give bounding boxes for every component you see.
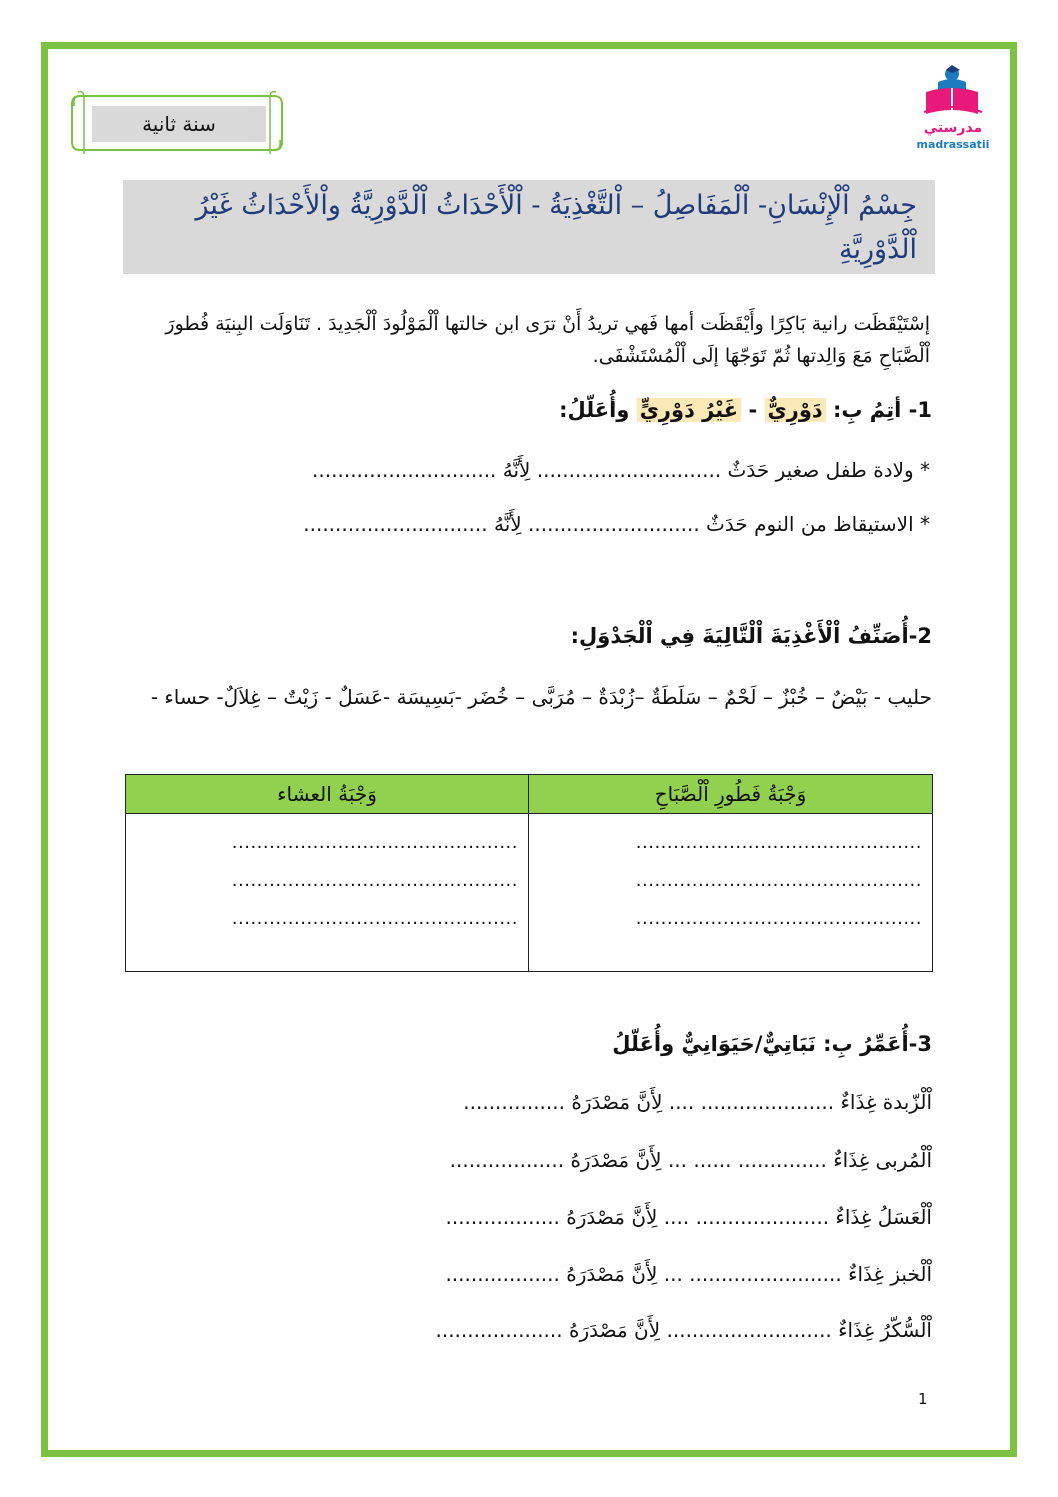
grade-banner [70, 88, 284, 158]
breakfast-answer-lines [529, 814, 932, 938]
breakfast-column [529, 775, 932, 971]
breakfast-header: وَجْبَةُ فَطُورِ اْلْصَّبَاحِ [529, 775, 932, 814]
answer-line: .............................................. [231, 908, 518, 929]
q3-row-jam: اْلْمُربى غِذَاءٌ .............. ...... ... لِأَنَّ مَصْدَرَهُ .................. [449, 1148, 932, 1172]
answer-line: .............................................. [231, 870, 518, 891]
question-1-title [130, 398, 932, 422]
answer-line: .............................................. [635, 870, 922, 891]
dinner-header: وَجْبَةُ العشاء [126, 775, 528, 814]
question-2-title: 2-أُصَنِّفُ اْلْأَغْذِيَةَ اْلْتَّالِيَةَ فِي اْلْجَدْوَلِ: [570, 624, 932, 648]
answer-line: .............................................. [635, 832, 922, 853]
q1-line-waking: * الاستيقاظ من النوم حَدَثٌ ........................... لِأَنَّهُ ............................. [303, 512, 930, 536]
q3-row-sugar: اْلْسُّكّرُ غِذَاءٌ .......................... لِأَنَّ مَصْدَرَهُ .................... [435, 1318, 932, 1342]
q1-line-birth: * ولادة طفل صغير حَدَثٌ ............................. لِأَنَّهُ ............................. [312, 458, 930, 482]
q1-suffix: وأُعَلّلُ: [559, 398, 637, 422]
answer-line: .............................................. [635, 908, 922, 929]
answer-line: .............................................. [231, 832, 518, 853]
dinner-answer-lines [126, 814, 528, 938]
q3-row-bread: اْلْخبز غِذَاءٌ ........................ ... لِأَنَّ مَصْدَرَهُ .................. [445, 1262, 932, 1286]
madrassatii-logo [908, 62, 998, 162]
q1-separator: - [741, 398, 765, 422]
page-title: جِسْمُ اْلْإِنْسَانِ- اْلْمَفَاصِلُ – اْلتَّغْذِيَةُ - اْلْأَحْدَاثُ اْلْدَّوْرِيَّةُ واْلأَحْدَاثُ غَيْرُ اْلْدَّوْرِيَّةِ [123, 180, 935, 274]
dinner-column [126, 775, 529, 971]
q3-row-honey: اْلْعَسَلُ غِذَاءٌ ..................... .... لِأَنَّ مَصْدَرَهُ .................. [445, 1205, 932, 1229]
q1-prefix: 1- أتِمُ بِ: [825, 398, 932, 422]
grade-label: سنة ثانية [92, 106, 266, 142]
meals-table [125, 774, 933, 972]
q3-row-butter: اْلْزّبدة غِذَاءٌ ..................... .... لِأَنَّ مَصْدَرَهُ ................ [463, 1090, 932, 1114]
logo-text-en: madrassatii [916, 138, 990, 151]
logo-reader-icon [908, 62, 998, 122]
foods-list: حليب - بَيْضٌ – خُبْزٌ – لَحْمٌ – سَلَطَةٌ –زُبْدَةٌ – مُرَبَّى – خُضَر -بَسِيسَة -عَسَلٌ - زَيْتٌ – غِلاَلٌ- حساء - [150, 685, 932, 709]
page-number: 1 [918, 1390, 928, 1408]
q1-option-periodic: دَوْرِيٌّ [765, 398, 826, 422]
logo-text-ar: مدرستي [923, 120, 983, 136]
q1-option-nonperiodic: غَيْرُ دَوْرِيٍّ [637, 398, 741, 422]
intro-paragraph: إسْتَيْقَظَت رانية بَاكِرًا وأَيْقَظَت أمها فَهي تريدُ أَنْ ترَى ابن خالتها اْلْمَوْلُودَ اْلْجَدِيدَ . تَنَاوَلَت البِنيَة فُطورَ اْلْصَّبَاحِ مَعَ وَالِدتها ثُمّ تَوَجّهَا إلَى اْلْمُسْتَشْفَى. [165, 313, 930, 367]
question-3-title: 3-أُعَمِّرُ بِ: نَبَاتِيٌّ/حَيَوَانِيٌّ وأُعَلّلُ [612, 1032, 932, 1056]
